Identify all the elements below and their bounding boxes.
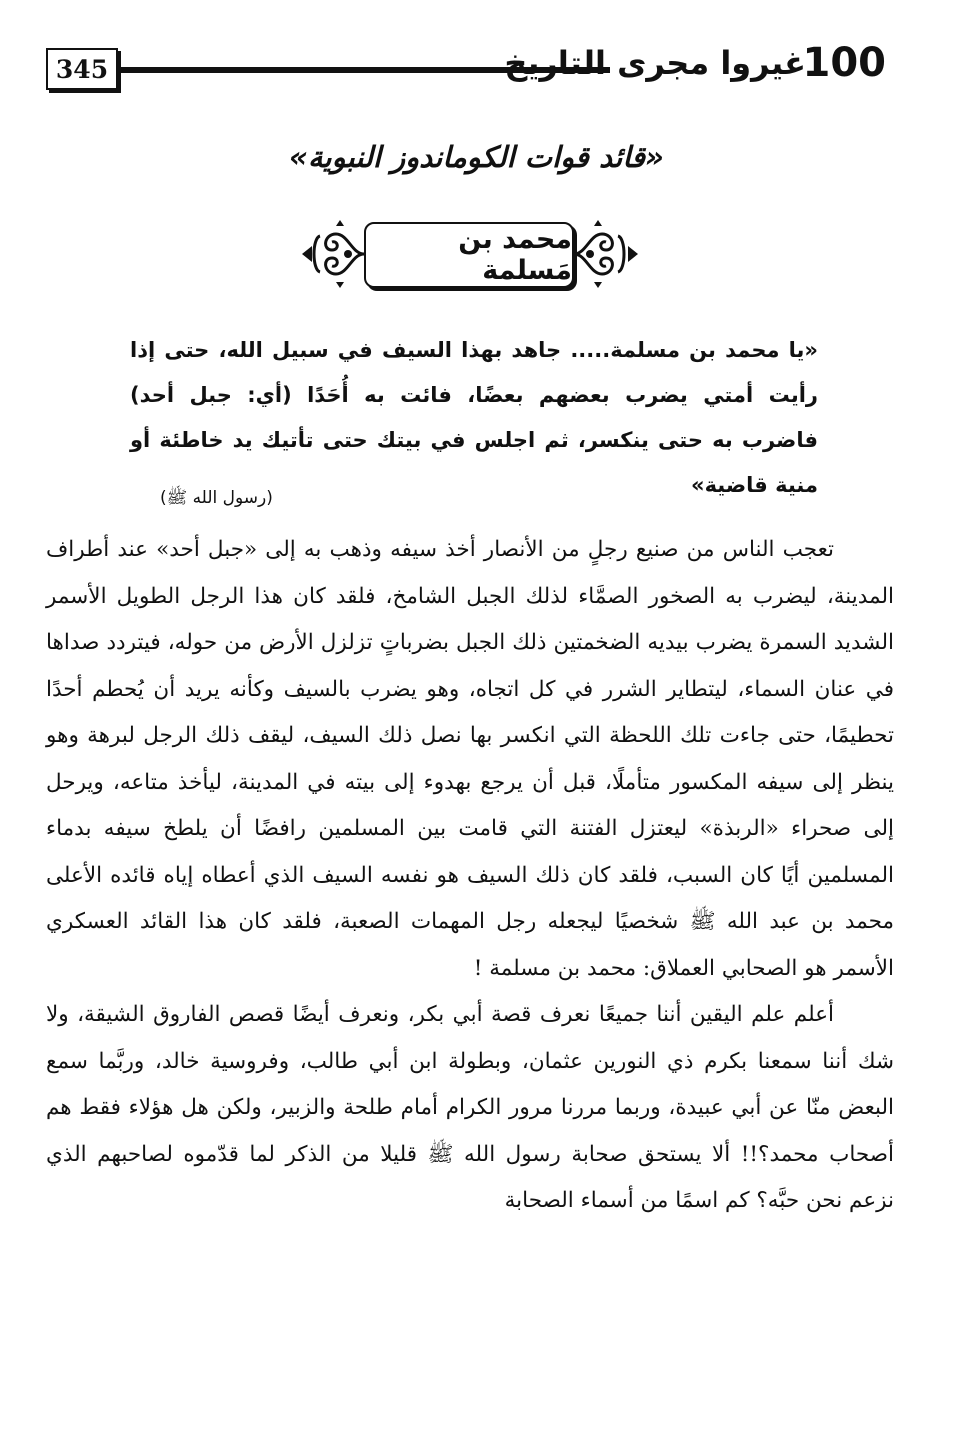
page-header	[46, 40, 886, 96]
book-title: غيروا مجرى التاريخ	[504, 44, 806, 82]
paragraph: أعلم علم اليقين أننا جميعًا نعرف قصة أبي بكر، ونعرف أيضًا قصص الفاروق الشيقة، ولا شك أننا سمعنا بكرم ذي النورين عثمان، وبطولة ابن أبي طالب، وفروسية خالد، وربَّما سمع البعض منّا عن أبي عبيدة، وربما مررنا مرور الكرام أمام طلحة والزبير، ولكن هل هؤلاء فقط هم أصحاب محمد؟!! ألا يستحق صحابة رسول الله ﷺ قليلا من الذكر لما قدّموه لصاحبهم الذي نزعم نحن حبَّه؟ كم اسمًا من أسماء الصحابة	[46, 1002, 894, 1213]
paragraph: تعجب الناس من صنيع رجلٍ من الأنصار أخذ سيفه وذهب به إلى «جبل أحد» عند أطراف المدينة، ليضرب به الصخور الصمَّاء لذلك الجبل الشامخ، فلقد كان هذا الرجل الطويل الأسمر الشديد السمرة يضرب بيديه الضخمتين ذلك الجبل بضرباتٍ تزلزل الأرض من حوله، فيتردد صداها في عنان السماء، ليتطاير الشرر في كل اتجاه، وهو يضرب بالسيف وكأنه يريد أن يُحطم أحدًا تحطيمًا، حتى جاءت تلك اللحظة التي انكسر بها نصل ذلك السيف، ليقف ذلك الرجل لبرهة وهو ينظر إلى سيفه المكسور متأملًا، قبل أن يرجع بهدوء إلى بيته في المدينة، ليأخذ متاعه، ويرحل إلى صحراء «الربذة» ليعتزل الفتنة التي قامت بين المسلمين رافضًا أن يلطخ سيفه بدماء المسلمين أيًا كان السبب، فلقد كان ذلك السيف هو نفسه السيف الذي أعطاه إياه قائده الأعلى محمد بن عبد الله ﷺ شخصيًا ليجعله رجل المهمات الصعبة، فلقد كان هذا القائد العسكري الأسمر هو الصحابي العملاق: محمد بن مسلمة !	[46, 537, 894, 981]
page-number: 345	[46, 48, 118, 90]
chapter-name: محمد بن مَسلمة	[364, 222, 574, 288]
chapter-subtitle: «قائد قوات الكوماندوز النبوية»	[289, 140, 664, 174]
quote-source: (رسول الله ﷺ)	[160, 488, 273, 508]
hadith-quote: «يا محمد بن مسلمة..... جاهد بهذا السيف في سبيل الله، حتى إذا رأيت أمتي يضرب بعضهم بعضًا، فائت به أُحَدًا (أي: جبل أحد) فاضرب به حتى ينكسر، ثم اجلس في بيتك حتى تأتيك يد خاطئة أو منية قاضية»	[130, 338, 818, 497]
body-text	[46, 527, 894, 1225]
book-number: 100	[802, 40, 886, 86]
chapter-name-frame	[300, 206, 640, 304]
